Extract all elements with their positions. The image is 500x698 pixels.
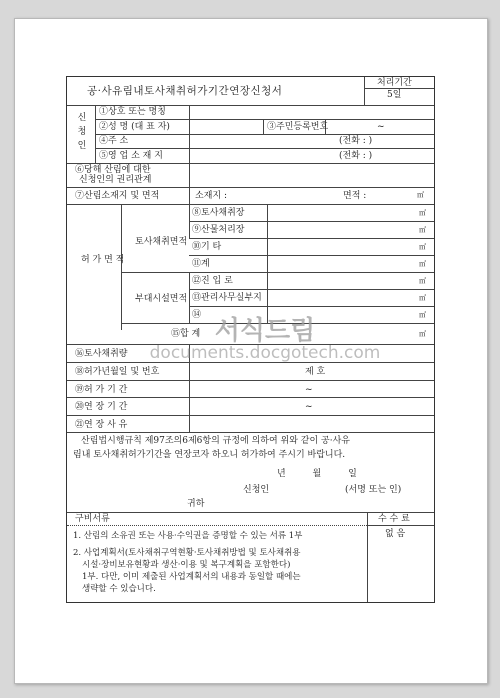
unit-label: ㎡ (419, 330, 426, 338)
unit-label: ㎡ (419, 243, 426, 251)
location-area-label: ⑦산림소재지 및 면적 (75, 191, 160, 201)
document-item-2-line3: 1부. 다만, 이미 제출된 사업계획서의 내용과 동일할 때에는 (82, 572, 301, 582)
divider (189, 255, 434, 256)
divider (67, 204, 434, 205)
divider (67, 397, 434, 398)
statement-line1: 산림법시행규칙 제97조의6제6항의 규정에 의하여 위와 같이 공·사유 (81, 436, 350, 446)
divider (67, 105, 434, 106)
item-subtotal: ⑪계 (192, 259, 210, 269)
divider (121, 272, 434, 273)
item-total: ⑮합 계 (171, 329, 201, 339)
processing-period-value: 5일 (387, 90, 402, 100)
facility-area-label: 부대시설면적 (135, 294, 188, 304)
extension-period-field[interactable]: ~ (305, 402, 313, 412)
divider (67, 163, 434, 164)
extension-period-label: ⑳연 장 기 간 (75, 402, 128, 412)
divider (67, 512, 434, 513)
area-field-label: 면적 : (343, 191, 367, 201)
location-field-label: 소재지 : (195, 191, 227, 201)
divider (67, 432, 434, 433)
rights-label-line2: 신청인의 권리관계 (79, 175, 152, 185)
item-14: ⑭ (192, 310, 202, 320)
watermark-logo-text: 서식드림 (214, 316, 316, 346)
document-item-2-line2: 시설·장비보유현황과 생산·이용 및 복구계획을 포함한다) (82, 560, 291, 570)
address-phone-label: (전화 : ) (339, 136, 373, 146)
unit-label: ㎡ (417, 191, 424, 199)
rights-label-line1: ⑥당해 산림에 대한 (75, 165, 151, 175)
permit-area-label: 허 가 면 적 (81, 255, 125, 265)
name-of-business-label: ①상호 또는 명칭 (99, 107, 166, 117)
unit-label: ㎡ (419, 311, 426, 319)
unit-label: ㎡ (419, 294, 426, 302)
item-office-site: ⑬관리사무실부지 (192, 293, 262, 303)
divider (189, 289, 434, 290)
divider (189, 221, 434, 222)
recipient-label: 귀하 (187, 499, 205, 509)
divider (67, 380, 434, 381)
applicant-sign-label: 신청인 (243, 485, 270, 495)
divider (189, 306, 434, 307)
divider (67, 525, 367, 526)
date-line: 년 월 일 (277, 469, 357, 479)
sign-or-seal-label: (서명 또는 인) (345, 485, 402, 495)
representative-name-label: ②성 명 (대 표 자) (99, 122, 170, 132)
divider (267, 204, 268, 323)
item-other: ⑩기 타 (192, 242, 222, 252)
permit-period-field[interactable]: ~ (305, 385, 313, 395)
divider (263, 119, 264, 134)
permit-date-number-label: ⑱허가년월일 및 번호 (75, 367, 160, 377)
fee-label: 수 수 료 (378, 514, 410, 524)
statement-line2: 림내 토사채취허가기간을 연장코자 하오니 허가하여 주시기 바랍니다. (73, 450, 346, 460)
item-extraction-site: ⑧토사채취장 (192, 208, 245, 218)
divider (364, 77, 365, 105)
form-title: 공·사유림내토사채취허가기간연장신청서 (87, 85, 283, 97)
resident-number-label: ③주민등록번호 (267, 122, 329, 132)
fee-value: 없 음 (385, 529, 406, 539)
unit-label: ㎡ (419, 209, 426, 217)
document-item-1: 1. 산림의 소유권 또는 사용·수익권을 증명할 수 있는 서류 1부 (73, 531, 303, 541)
divider (67, 187, 434, 188)
divider (67, 415, 434, 416)
unit-label: ㎡ (419, 260, 426, 268)
required-documents-title: 구비서류 (75, 514, 110, 524)
extraction-volume-label: ⑯토사채취량 (75, 349, 128, 359)
item-access-road: ⑫진 입 로 (192, 276, 233, 286)
watermark (85, 310, 445, 363)
extraction-area-label: 토사채취면적 (135, 237, 188, 247)
divider (95, 148, 434, 149)
extension-reason-label: ㉑연 장 사 유 (75, 420, 128, 430)
resident-number-field[interactable]: ~ (377, 122, 385, 132)
office-phone-label: (전화 : ) (339, 151, 373, 161)
divider (95, 134, 434, 135)
unit-label: ㎡ (419, 277, 426, 285)
unit-label: ㎡ (419, 226, 426, 234)
applicant-group-label: 신청인 (77, 113, 87, 151)
divider (189, 238, 434, 239)
office-location-label: ⑤영 업 소 재 지 (99, 151, 163, 161)
divider (367, 525, 434, 526)
address-label: ④주 소 (99, 136, 129, 146)
permit-number-field[interactable]: 제 호 (305, 367, 326, 377)
item-product-site: ⑨산물처리장 (192, 225, 245, 235)
watermark-url: documents.docgotech.com (149, 343, 381, 363)
permit-period-label: ⑲허 가 기 간 (75, 385, 128, 395)
processing-period-label: 처리기간 (377, 78, 412, 88)
divider (95, 119, 434, 120)
document-item-2-line1: 2. 사업계획서(토사채취구역현황·토사채취방법 및 토사채취용 (73, 548, 301, 558)
document-item-2-line4: 생략할 수 있습니다. (82, 584, 156, 594)
divider (189, 105, 190, 238)
